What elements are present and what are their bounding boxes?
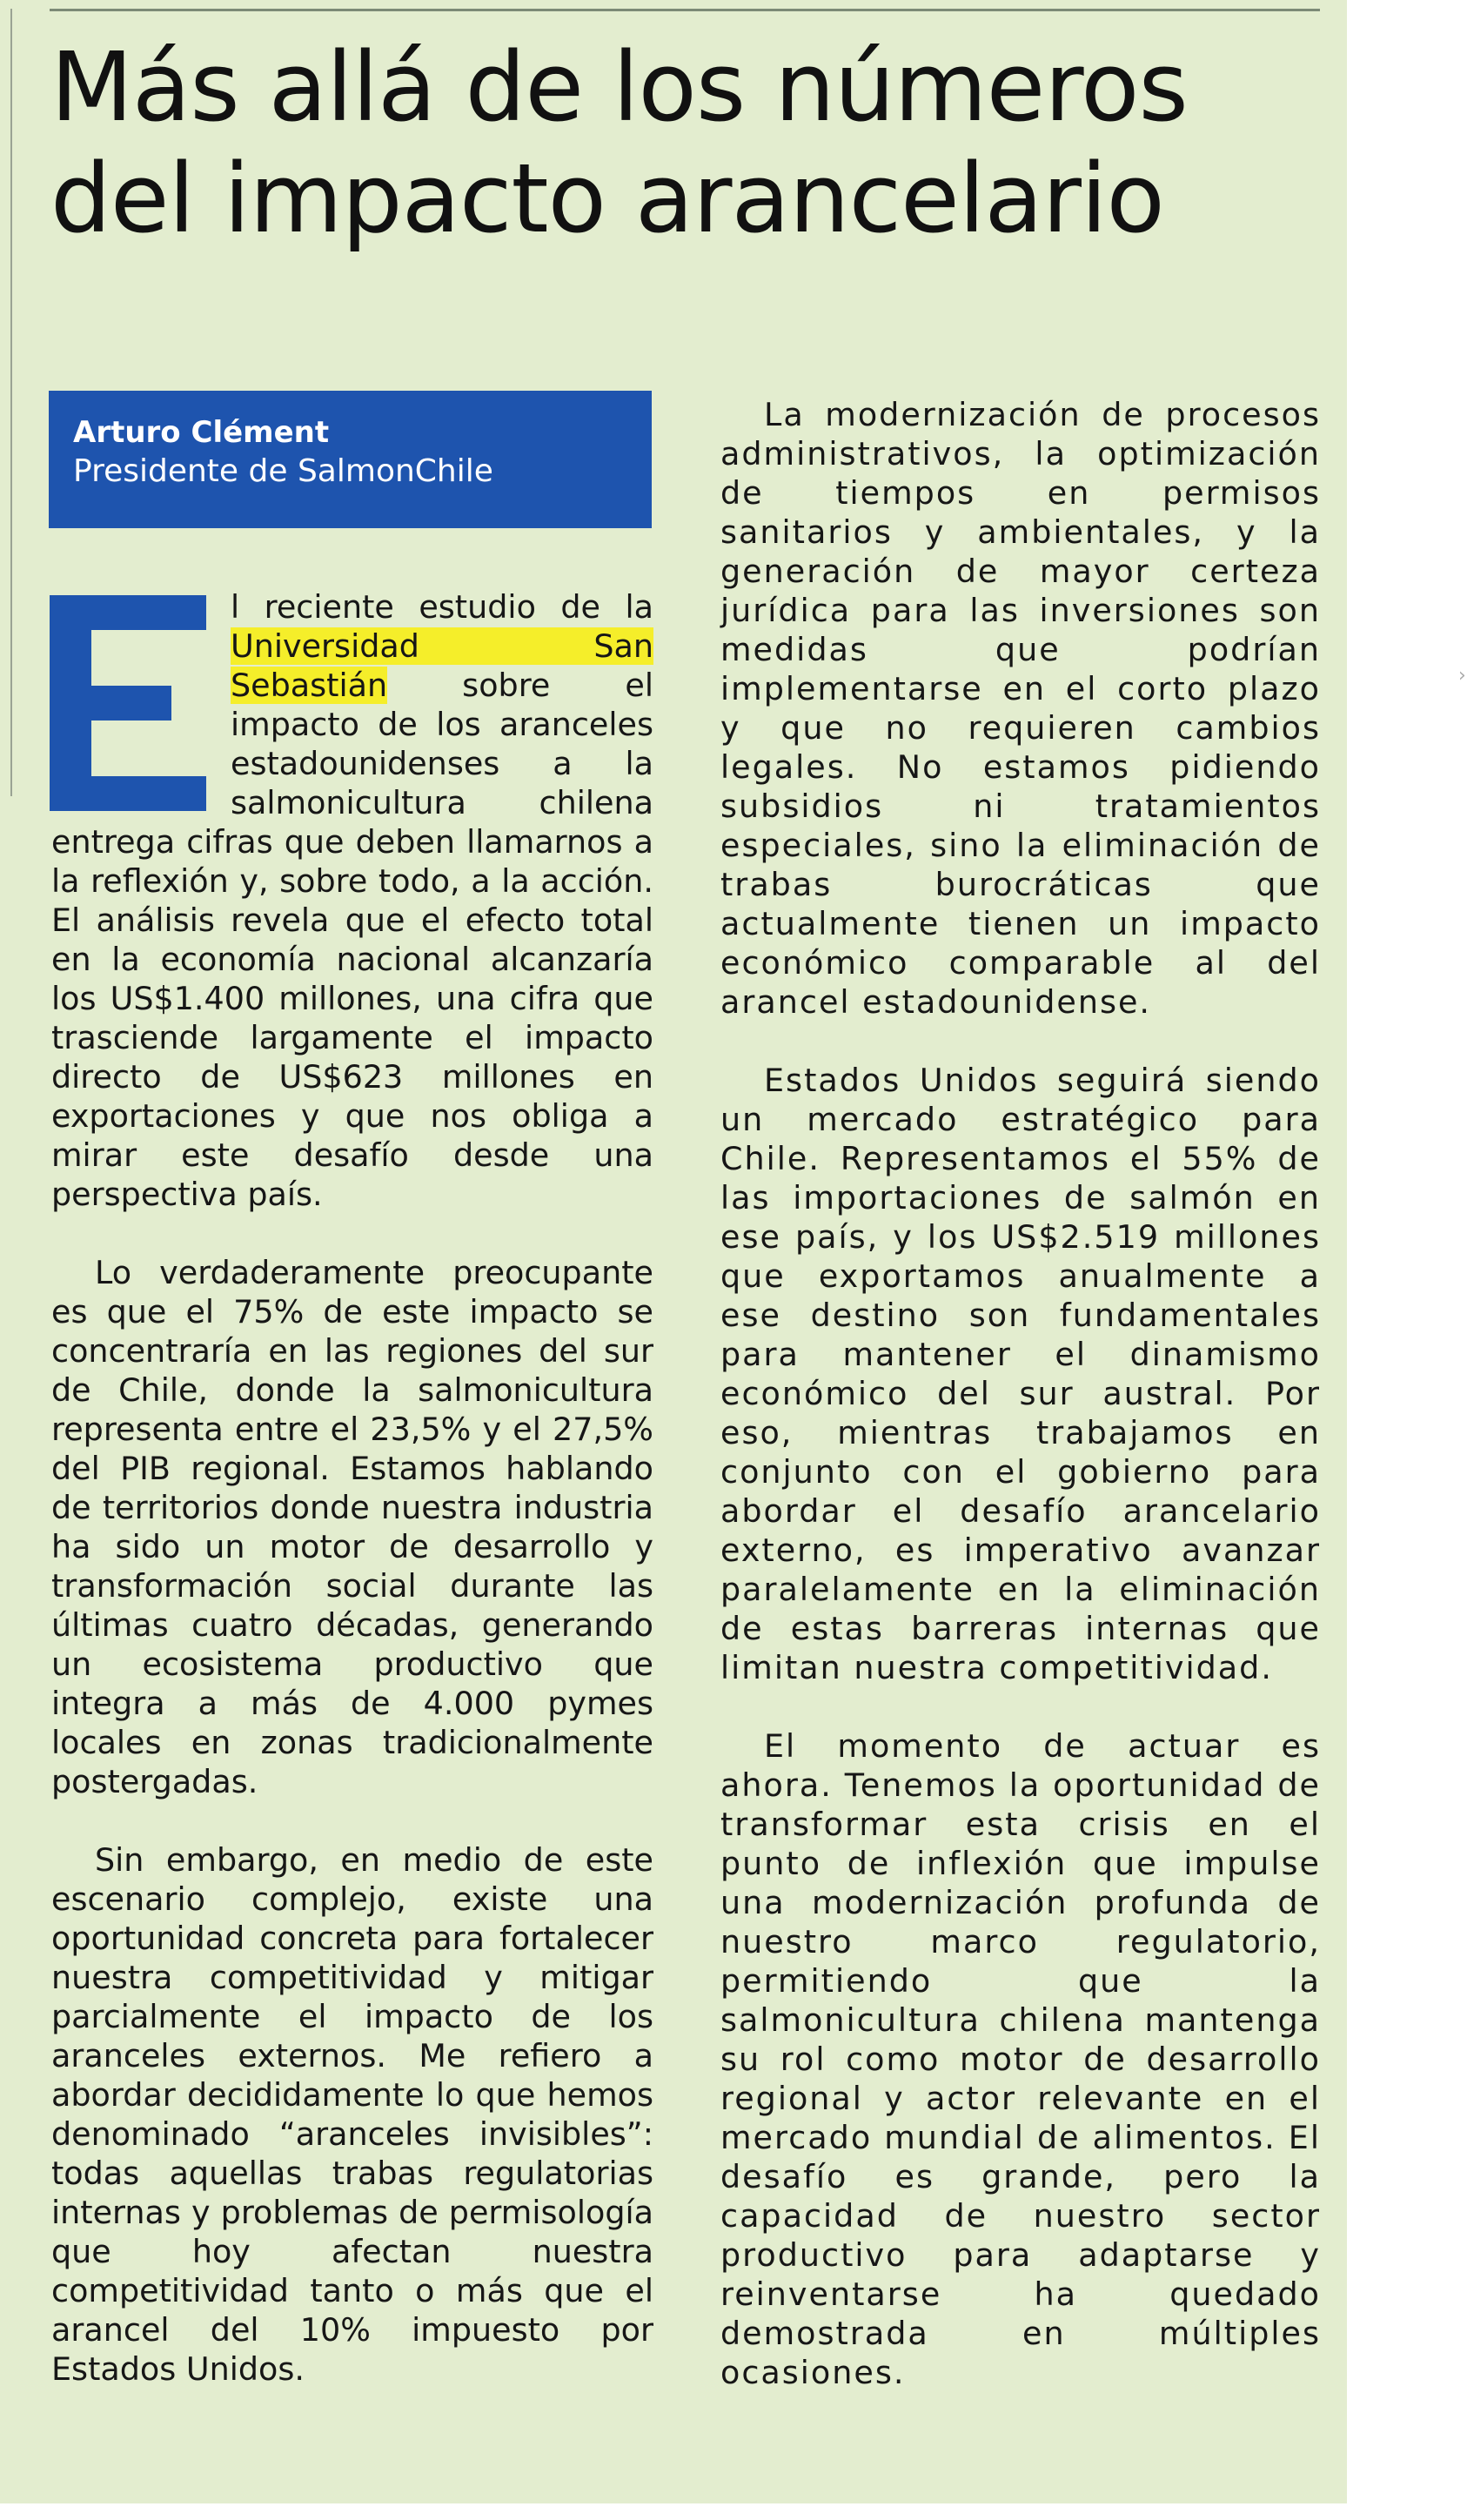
highlighted-text: Universidad San — [231, 627, 653, 665]
author-name: Arturo Clément — [73, 415, 330, 450]
chevron-right-icon: › — [1458, 665, 1466, 687]
author-box — [49, 391, 652, 528]
paragraph-1-start: l reciente estudio de la — [231, 588, 653, 626]
top-rule — [50, 9, 1320, 11]
drop-cap-spacer — [51, 587, 231, 822]
article-column-right — [720, 395, 1321, 2431]
article-paragraph-6: El momento de actuar es ahora. Tenemos la oportunidad de transformar esta crisis en el punto de inflexión que impulse una modernización profunda de nuestro marco regulatorio, permitiendo que la salmonicultura chilena mantenga su rol como motor de desarrollo regional y actor relevante en el mercado mundial de alimentos. El desafío es grande, pero la capacidad de nuestro sector productivo para adaptarse y reinventarse ha quedado demostrada en múltiples ocasiones. — [720, 1727, 1321, 2391]
article-paragraph-1 — [51, 587, 653, 1214]
headline: Más allá de los números del impacto arancelario — [50, 31, 1188, 254]
article-paragraph-2: Lo verdaderamente preocupante es que el 75% de este impacto se concentraría en las regiones del sur de Chile, donde la salmonicultura representa entre el 23,5% y el 27,5% del PIB regional. Estamos hablando de territorios donde nuestra industria ha sido un motor de desarrollo y transformación social durante las últimas cuatro décadas, generando un ecosistema productivo que integra a más de 4.000 pymes locales en zonas tradicionalmente postergadas. — [51, 1254, 653, 1800]
left-margin-rule — [10, 9, 12, 796]
article-column-left — [51, 587, 653, 2428]
article-paragraph-4: La modernización de procesos administrativos, la optimización de tiempos en permisos sanitarios y ambientales, y la generación de mayor certeza jurídica para las inversiones son medidas que podrían implementarse en el corto plazo y que no requieren cambios legales. No estamos pidiendo subsidios ni tratamientos especiales, sino la eliminación de trabas burocráticas que actualmente tienen un impacto económico comparable al del arancel estadounidense. — [720, 396, 1321, 1021]
paragraph-1-end: sobre el impacto de los aranceles estadounidenses a la salmonicultura chilena entrega cifras que deben llamarnos a la reflexión y, sobre todo, a la acción. El análisis revela que el efecto total en la economía nacional alcanzaría los US$1.400 millones, una cifra que trasciende largamente el impacto directo de US$623 millones en exportaciones y que nos obliga a mirar este desafío desde una perspectiva país. — [51, 667, 653, 1213]
highlighted-text: Sebastián — [231, 667, 388, 704]
article-paragraph-5: Estados Unidos seguirá siendo un mercado estratégico para Chile. Representamos el 55% de las importaciones de salmón en ese país, y los US$2.519 millones que exportamos anualmente a ese destino son fundamentales para mantener el dinamismo económico del sur austral. Por eso, mientras trabajamos en conjunto con el gobierno para abordar el desafío arancelario externo, es imperativo avanzar paralelamente en la eliminación de estas barreras internas que limitan nuestra competitividad. — [720, 1062, 1321, 1686]
article-paragraph-3: Sin embargo, en medio de este escenario complejo, existe una oportunidad concreta para fortalecer nuestra competitividad y mitigar parcialmente el impacto de los aranceles externos. Me refiero a abordar decididamente lo que hemos denominado “aranceles invisibles”: todas aquellas trabas regulatorias internas y problemas de permisología que hoy afectan nuestra competitividad tanto o más que el arancel del 10% impuesto por Estados Unidos. — [51, 1841, 653, 2388]
author-role: Presidente de SalmonChile — [73, 453, 493, 489]
